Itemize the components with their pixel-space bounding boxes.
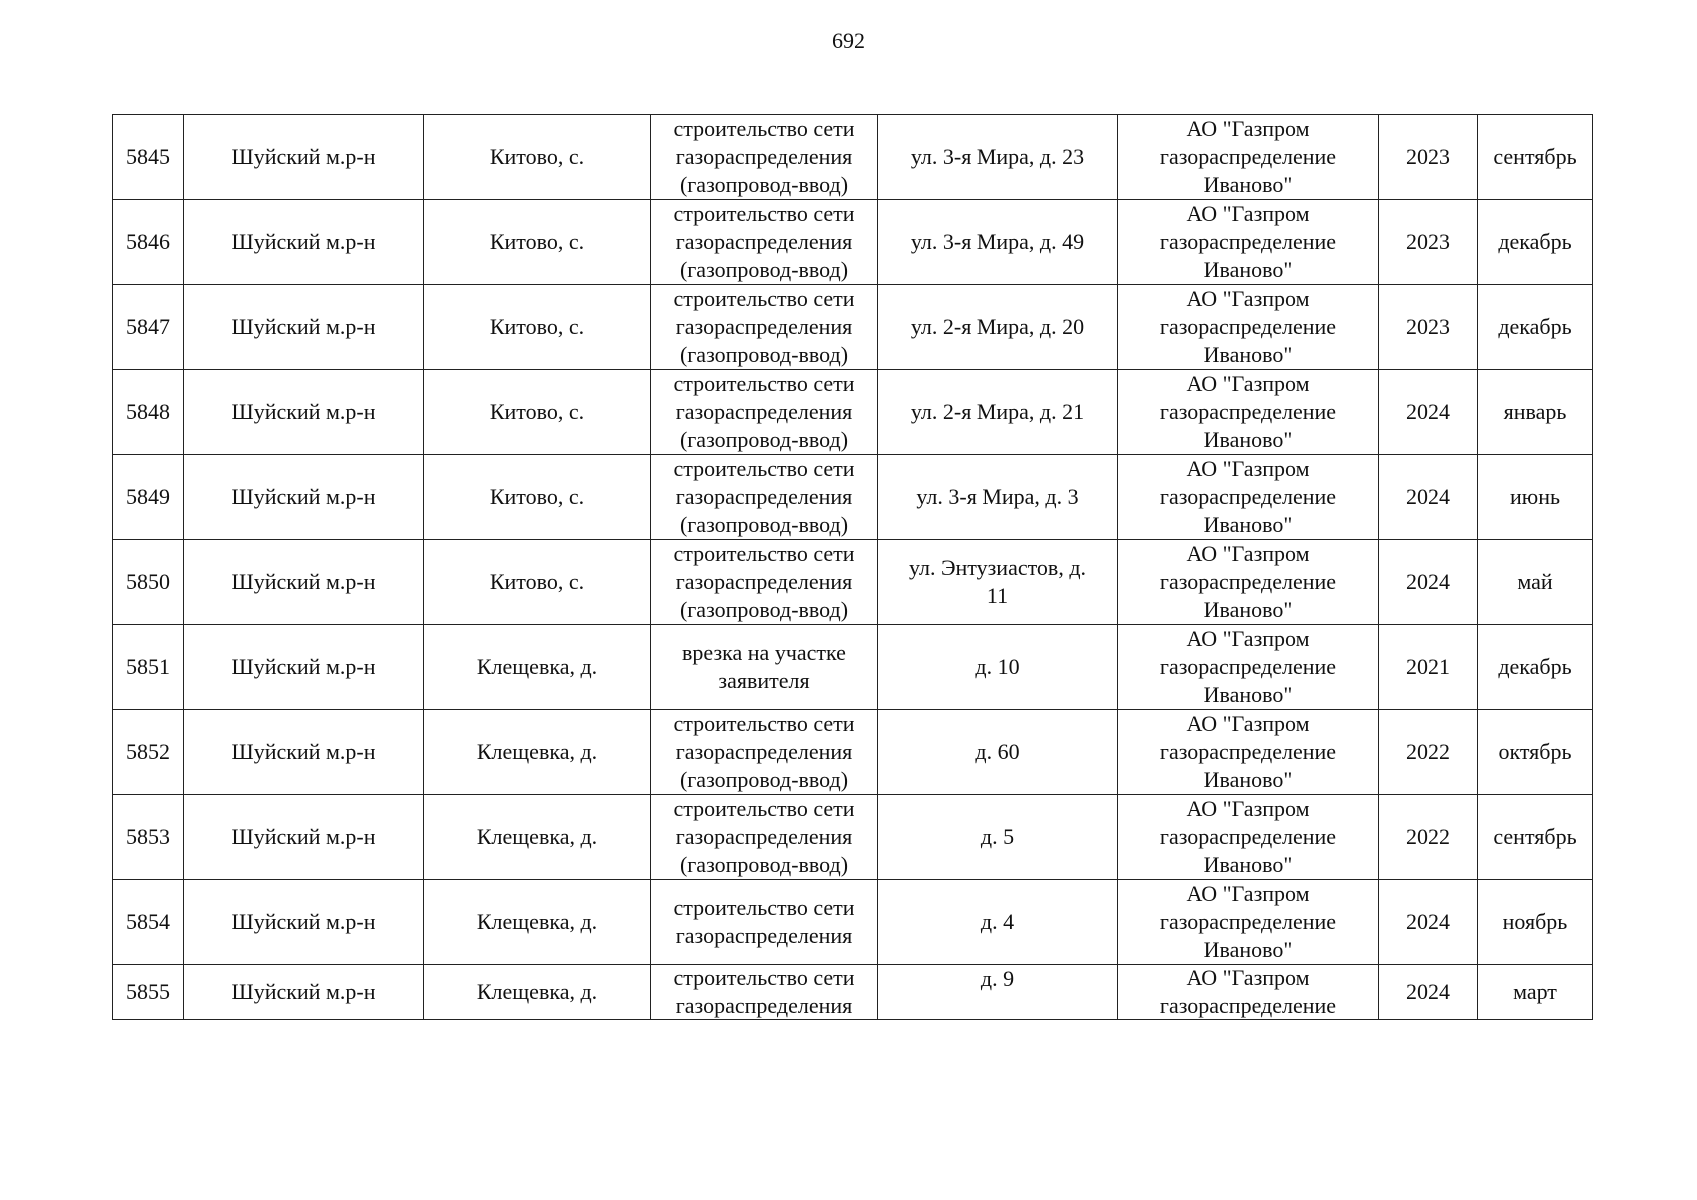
work-type-line: строительство сети [673,116,855,141]
table-row [113,710,1593,795]
work-type-cell [651,285,878,370]
organization-line: газораспределение [1159,909,1337,934]
organization-line: газораспределение [1159,654,1337,679]
year-cell [1379,710,1478,795]
address-cell [878,540,1118,625]
locality-cell [424,285,651,370]
row-number-cell [113,880,184,965]
locality-text: Клещевка, д. [476,979,598,1004]
month-cell [1478,710,1593,795]
district-text: Шуйский м.р-н [231,314,376,339]
work-type-line: (газопровод-ввод) [679,512,849,537]
organization-line: Иваново" [1203,427,1293,452]
district-cell [184,115,424,200]
work-type-line: газораспределения [675,993,853,1018]
district-cell [184,880,424,965]
row-number-text: 5853 [126,824,170,849]
work-type-line: строительство сети [673,965,855,990]
row-number-cell [113,370,184,455]
work-type-line: (газопровод-ввод) [679,257,849,282]
district-cell [184,795,424,880]
address-cell [878,880,1118,965]
organization-cell [1118,285,1379,370]
month-cell [1478,455,1593,540]
organization-line: АО "Газпром [1186,626,1310,651]
table-row [113,795,1593,880]
district-text: Шуйский м.р-н [231,654,376,679]
work-type-cell [651,710,878,795]
district-cell [184,455,424,540]
organization-line: газораспределение [1159,144,1337,169]
organization-line: АО "Газпром [1186,371,1310,396]
year-text: 2023 [1406,144,1450,169]
month-text: декабрь [1498,654,1572,679]
work-type-cell [651,200,878,285]
row-number-cell [113,540,184,625]
district-cell [184,370,424,455]
row-number-text: 5855 [126,979,170,1004]
district-text: Шуйский м.р-н [231,484,376,509]
year-cell [1379,880,1478,965]
district-cell [184,285,424,370]
work-type-line: строительство сети [673,541,855,566]
year-text: 2024 [1406,569,1450,594]
month-cell [1478,795,1593,880]
organization-line: АО "Газпром [1186,881,1310,906]
work-type-line: (газопровод-ввод) [679,767,849,792]
district-text: Шуйский м.р-н [231,979,376,1004]
year-text: 2021 [1406,654,1450,679]
locality-cell [424,370,651,455]
address-cell [878,795,1118,880]
month-cell [1478,285,1593,370]
work-type-cell [651,115,878,200]
organization-cell [1118,625,1379,710]
month-text: январь [1503,399,1567,424]
organization-line: АО "Газпром [1186,796,1310,821]
district-text: Шуйский м.р-н [231,399,376,424]
work-type-cell [651,455,878,540]
row-number-cell [113,115,184,200]
table-row [113,965,1593,1020]
organization-line: Иваново" [1203,342,1293,367]
year-text: 2024 [1406,979,1450,1004]
address-cell [878,455,1118,540]
address-cell [878,710,1118,795]
table-row [113,540,1593,625]
month-cell [1478,965,1593,1020]
locality-text: Китово, с. [489,569,585,594]
month-text: октябрь [1498,739,1572,764]
year-text: 2024 [1406,399,1450,424]
month-cell [1478,115,1593,200]
district-cell [184,965,424,1020]
row-number-cell [113,200,184,285]
year-text: 2024 [1406,484,1450,509]
work-type-line: (газопровод-ввод) [679,852,849,877]
organization-cell [1118,540,1379,625]
address-line: д. 10 [975,654,1020,679]
organization-cell [1118,880,1379,965]
locality-cell [424,200,651,285]
row-number-cell [113,710,184,795]
locality-text: Китово, с. [489,484,585,509]
work-type-cell [651,880,878,965]
locality-cell [424,880,651,965]
row-number-text: 5845 [126,144,170,169]
month-cell [1478,625,1593,710]
organization-cell [1118,795,1379,880]
work-type-cell [651,625,878,710]
work-type-line: строительство сети [673,895,855,920]
address-line: 11 [986,583,1009,608]
address-line: д. 60 [975,739,1020,764]
address-cell [878,200,1118,285]
table-row [113,880,1593,965]
organization-line: Иваново" [1203,937,1293,962]
work-type-line: строительство сети [673,796,855,821]
row-number-cell [113,795,184,880]
month-text: сентябрь [1493,824,1577,849]
organization-line: Иваново" [1203,682,1293,707]
organization-cell [1118,200,1379,285]
address-line: ул. 2-я Мира, д. 20 [910,314,1085,339]
address-cell [878,370,1118,455]
row-number-cell [113,285,184,370]
work-type-line: строительство сети [673,286,855,311]
locality-text: Китово, с. [489,229,585,254]
row-number-text: 5854 [126,909,170,934]
organization-cell [1118,115,1379,200]
work-type-cell [651,795,878,880]
month-cell [1478,200,1593,285]
address-cell [878,115,1118,200]
year-text: 2023 [1406,229,1450,254]
organization-line: АО "Газпром [1186,456,1310,481]
district-text: Шуйский м.р-н [231,144,376,169]
locality-text: Клещевка, д. [476,739,598,764]
month-text: ноябрь [1502,909,1568,934]
work-type-line: (газопровод-ввод) [679,342,849,367]
organization-line: АО "Газпром [1186,965,1310,990]
district-text: Шуйский м.р-н [231,739,376,764]
work-type-line: строительство сети [673,456,855,481]
address-line: ул. Энтузиастов, д. [908,555,1087,580]
row-number-text: 5849 [126,484,170,509]
district-cell [184,200,424,285]
locality-cell [424,625,651,710]
year-cell [1379,540,1478,625]
table-row [113,285,1593,370]
district-text: Шуйский м.р-н [231,824,376,849]
address-line: ул. 3-я Мира, д. 3 [916,484,1079,509]
table-row [113,455,1593,540]
organization-line: газораспределение [1159,824,1337,849]
month-text: декабрь [1498,314,1572,339]
work-type-line: (газопровод-ввод) [679,427,849,452]
locality-cell [424,455,651,540]
year-cell [1379,115,1478,200]
row-number-cell [113,965,184,1020]
month-cell [1478,370,1593,455]
address-cell [878,965,1118,1020]
district-cell [184,710,424,795]
month-cell [1478,880,1593,965]
district-text: Шуйский м.р-н [231,909,376,934]
locality-text: Китово, с. [489,144,585,169]
year-cell [1379,455,1478,540]
organization-line: газораспределение [1159,229,1337,254]
organization-line: Иваново" [1203,512,1293,537]
work-type-line: заявителя [718,668,810,693]
page-number: 692 [832,28,865,53]
district-text: Шуйский м.р-н [231,229,376,254]
year-cell [1379,370,1478,455]
address-line: ул. 3-я Мира, д. 23 [910,144,1085,169]
work-type-cell [651,540,878,625]
organization-line: Иваново" [1203,767,1293,792]
table-row [113,200,1593,285]
locality-cell [424,115,651,200]
organization-line: Иваново" [1203,257,1293,282]
work-type-line: газораспределения [675,824,853,849]
organization-line: Иваново" [1203,852,1293,877]
locality-text: Китово, с. [489,314,585,339]
organization-line: газораспределение [1159,569,1337,594]
work-type-line: строительство сети [673,371,855,396]
organization-line: газораспределение [1159,484,1337,509]
address-line: д. 5 [980,824,1015,849]
year-cell [1379,965,1478,1020]
year-cell [1379,625,1478,710]
organization-line: АО "Газпром [1186,541,1310,566]
table-row [113,115,1593,200]
table-row [113,370,1593,455]
organization-line: АО "Газпром [1186,286,1310,311]
work-type-line: строительство сети [673,201,855,226]
row-number-text: 5848 [126,399,170,424]
locality-cell [424,540,651,625]
district-cell [184,625,424,710]
address-line: ул. 2-я Мира, д. 21 [910,399,1085,424]
address-line: д. 4 [980,909,1015,934]
row-number-cell [113,625,184,710]
organization-line: АО "Газпром [1186,116,1310,141]
work-type-line: газораспределения [675,739,853,764]
work-type-line: (газопровод-ввод) [679,172,849,197]
district-cell [184,540,424,625]
work-type-line: газораспределения [675,229,853,254]
organization-line: АО "Газпром [1186,711,1310,736]
year-text: 2024 [1406,909,1450,934]
work-type-line: врезка на участке [682,640,846,665]
work-type-line: строительство сети [673,711,855,736]
month-text: июнь [1509,484,1560,509]
row-number-text: 5847 [126,314,170,339]
work-type-line: газораспределения [675,484,853,509]
organization-cell [1118,455,1379,540]
work-type-line: газораспределения [675,314,853,339]
month-text: март [1513,979,1557,1004]
month-text: май [1517,569,1553,594]
month-text: декабрь [1498,229,1572,254]
row-number-text: 5846 [126,229,170,254]
locality-cell [424,965,651,1020]
organization-cell [1118,710,1379,795]
organization-line: газораспределение [1159,993,1337,1018]
work-type-cell [651,965,878,1020]
address-cell [878,625,1118,710]
year-cell [1379,795,1478,880]
work-type-line: газораспределения [675,569,853,594]
locality-text: Клещевка, д. [476,909,598,934]
work-type-line: газораспределения [675,144,853,169]
year-text: 2022 [1406,739,1450,764]
organization-cell [1118,965,1379,1020]
locality-cell [424,710,651,795]
organization-line: АО "Газпром [1186,201,1310,226]
organization-line: Иваново" [1203,172,1293,197]
month-cell [1478,540,1593,625]
organization-cell [1118,370,1379,455]
year-cell [1379,285,1478,370]
work-type-line: (газопровод-ввод) [679,597,849,622]
table-row [113,625,1593,710]
locality-text: Клещевка, д. [476,824,598,849]
address-line: д. 9 [980,966,1015,991]
row-number-text: 5852 [126,739,170,764]
work-type-line: газораспределения [675,399,853,424]
address-cell [878,285,1118,370]
work-type-cell [651,370,878,455]
organization-line: газораспределение [1159,739,1337,764]
row-number-text: 5851 [126,654,170,679]
organization-line: газораспределение [1159,314,1337,339]
address-line: ул. 3-я Мира, д. 49 [910,229,1085,254]
organization-line: газораспределение [1159,399,1337,424]
row-number-text: 5850 [126,569,170,594]
district-text: Шуйский м.р-н [231,569,376,594]
work-type-line: газораспределения [675,923,853,948]
row-number-cell [113,455,184,540]
gas-connection-table [112,114,1593,1020]
locality-cell [424,795,651,880]
year-text: 2022 [1406,824,1450,849]
locality-text: Клещевка, д. [476,654,598,679]
year-cell [1379,200,1478,285]
organization-line: Иваново" [1203,597,1293,622]
year-text: 2023 [1406,314,1450,339]
month-text: сентябрь [1493,144,1577,169]
locality-text: Китово, с. [489,399,585,424]
